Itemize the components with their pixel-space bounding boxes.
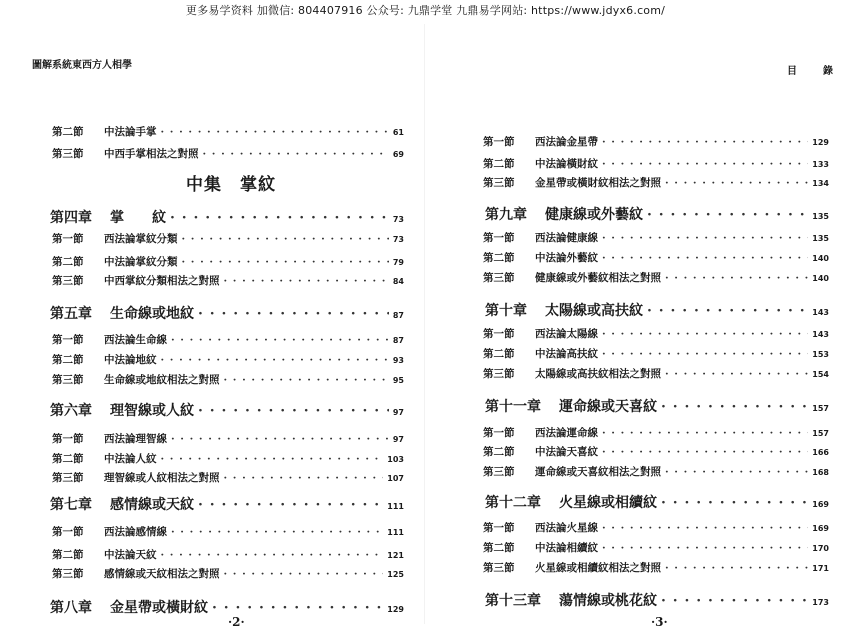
leader-dots <box>661 399 808 415</box>
toc-number: 第三節 <box>52 472 84 484</box>
toc-title: 中法論橫財紋 <box>535 158 598 170</box>
toc-number: 第八章 <box>50 600 92 616</box>
toc-section-row <box>52 273 404 288</box>
toc-page-number: 166 <box>812 448 829 457</box>
toc-section-row <box>483 520 829 535</box>
toc-number: 第二節 <box>52 256 84 268</box>
toc-section-row <box>52 547 404 562</box>
toc-title: 理智線或人紋 <box>110 403 194 419</box>
leader-dots <box>224 374 389 386</box>
toc-title: 西法論運命線 <box>535 427 598 439</box>
toc-number: 第二節 <box>52 354 84 366</box>
toc-page-number: 171 <box>812 564 829 573</box>
toc-page-number: 135 <box>812 234 829 243</box>
leader-dots <box>602 232 808 244</box>
toc-page-number: 93 <box>392 356 404 365</box>
leader-dots <box>182 233 389 245</box>
toc-number: 第一節 <box>52 334 84 346</box>
toc-number: 第二節 <box>483 446 515 458</box>
toc-number: 第一節 <box>483 522 515 534</box>
toc-number: 第六章 <box>50 403 92 419</box>
toc-section-row <box>483 326 829 341</box>
right-page <box>425 0 851 637</box>
toc-title: 中法論外藝紋 <box>535 252 598 264</box>
toc-page-number: 103 <box>387 455 404 464</box>
toc-title: 中法論相續紋 <box>535 542 598 554</box>
toc-section-row <box>483 346 829 361</box>
leader-dots <box>161 549 384 561</box>
toc-title: 火星線或相續紋相法之對照 <box>535 562 661 574</box>
leader-dots <box>602 522 808 534</box>
toc-title: 中法論天喜紋 <box>535 446 598 458</box>
toc-page-number: 95 <box>392 376 404 385</box>
toc-page-number: 173 <box>812 598 829 607</box>
toc-page-number: 135 <box>812 212 829 221</box>
toc-number: 第二節 <box>52 453 84 465</box>
toc-chapter-row <box>50 494 404 514</box>
toc-section-row <box>483 230 829 245</box>
toc-number: 第二節 <box>483 348 515 360</box>
leader-dots <box>647 207 808 223</box>
toc-number: 第三節 <box>52 275 84 287</box>
toc-number: 第三節 <box>483 272 515 284</box>
toc-page-number: 97 <box>392 408 404 417</box>
toc-number: 第一節 <box>52 233 84 245</box>
toc-number: 第二節 <box>483 158 515 170</box>
toc-number: 第三節 <box>483 177 515 189</box>
leader-dots <box>602 348 808 360</box>
toc-title: 中法論人紋 <box>104 453 157 465</box>
toc-section-row <box>52 524 404 539</box>
toc-section-row <box>52 470 404 485</box>
toc-page-number: 107 <box>387 474 404 483</box>
toc-title: 中法論天紋 <box>104 549 157 561</box>
toc-number: 第二節 <box>483 252 515 264</box>
toc-title: 西法論理智線 <box>104 433 167 445</box>
toc-number: 第二節 <box>483 542 515 554</box>
toc-page-number: 154 <box>812 370 829 379</box>
leader-dots <box>212 600 383 616</box>
toc-page-number: 134 <box>812 179 829 188</box>
leader-dots <box>665 562 808 574</box>
toc-title: 火星線或相續紋 <box>559 495 657 511</box>
toc-title: 中西手掌相法之對照 <box>104 148 199 160</box>
toc-title: 掌 紋 <box>110 210 166 226</box>
toc-page-number: 111 <box>387 502 404 511</box>
toc-page-number: 170 <box>812 544 829 553</box>
toc-title: 生命線或地紋相法之對照 <box>104 374 220 386</box>
leader-dots <box>224 472 384 484</box>
toc-chapter-row <box>50 303 404 323</box>
leader-dots <box>602 446 808 458</box>
toc-page-number: 168 <box>812 468 829 477</box>
leader-dots <box>198 497 383 513</box>
left-page <box>0 0 425 637</box>
toc-section-row <box>52 231 404 246</box>
toc-number: 第三節 <box>483 368 515 380</box>
toc-number: 第三節 <box>483 562 515 574</box>
toc-section-row <box>52 146 404 161</box>
toc-number: 第七章 <box>50 497 92 513</box>
leader-dots <box>171 526 383 538</box>
toc-page-number: 73 <box>392 235 404 244</box>
toc-page-number: 111 <box>387 528 404 537</box>
leader-dots <box>602 427 808 439</box>
toc-page-number: 79 <box>392 258 404 267</box>
running-head: 圖解系統東西方人相學 <box>32 60 132 71</box>
toc-page-number: 157 <box>812 404 829 413</box>
toc-page-number: 73 <box>392 215 404 224</box>
toc-chapter-row <box>50 207 404 227</box>
watermark-banner: 更多易学资料 加微信: 804407916 公众号: 九鼎学堂 九鼎易学网站: https://www.jdyx6.com/ <box>185 4 666 17</box>
toc-section-row <box>52 124 404 139</box>
toc-section-row <box>483 250 829 265</box>
toc-page-number: 69 <box>392 150 404 159</box>
toc-title: 蕩情線或桃花紋 <box>559 593 657 609</box>
toc-number: 第四章 <box>50 210 92 226</box>
leader-dots <box>198 306 389 322</box>
toc-chapter-row <box>50 597 404 617</box>
toc-title: 西法論掌紋分類 <box>104 233 178 245</box>
running-head: 目 錄 <box>787 66 841 77</box>
toc-title: 金星帶或橫財紋相法之對照 <box>535 177 661 189</box>
leader-dots <box>665 466 808 478</box>
leader-dots <box>602 136 808 148</box>
leader-dots <box>661 495 808 511</box>
toc-number: 第十一章 <box>485 399 541 415</box>
toc-page-number: 143 <box>812 330 829 339</box>
toc-section-row <box>483 444 829 459</box>
toc-section-row <box>483 270 829 285</box>
toc-page-number: 61 <box>392 128 404 137</box>
toc-title: 運命線或天喜紋 <box>559 399 657 415</box>
toc-title: 理智線或人紋相法之對照 <box>104 472 220 484</box>
leader-dots <box>602 328 808 340</box>
toc-number: 第一節 <box>483 232 515 244</box>
toc-title: 健康線或外藝紋 <box>545 207 643 223</box>
leader-dots <box>171 334 389 346</box>
toc-title: 西法論健康線 <box>535 232 598 244</box>
toc-section-row <box>483 175 829 190</box>
toc-number: 第二節 <box>52 126 84 138</box>
toc-title: 健康線或外藝紋相法之對照 <box>535 272 661 284</box>
leader-dots <box>161 354 389 366</box>
toc-number: 第一節 <box>52 526 84 538</box>
toc-section-row <box>483 464 829 479</box>
toc-title: 西法論火星線 <box>535 522 598 534</box>
toc-page-number: 143 <box>812 308 829 317</box>
leader-dots <box>203 148 389 160</box>
toc-chapter-row <box>485 590 829 610</box>
toc-page-number: 133 <box>812 160 829 169</box>
toc-page-number: 125 <box>387 570 404 579</box>
leader-dots <box>602 158 808 170</box>
toc-number: 第九章 <box>485 207 527 223</box>
toc-section-row <box>52 254 404 269</box>
leader-dots <box>602 252 808 264</box>
toc-page-number: 169 <box>812 524 829 533</box>
toc-page-number: 87 <box>392 311 404 320</box>
toc-page-number: 140 <box>812 254 829 263</box>
toc-title: 西法論金星帶 <box>535 136 598 148</box>
toc-chapter-row <box>50 400 404 420</box>
page-number: ·2· <box>228 615 245 629</box>
leader-dots <box>182 256 389 268</box>
part-title: 中集 掌紋 <box>186 175 276 195</box>
toc-chapter-row <box>485 396 829 416</box>
toc-page-number: 97 <box>392 435 404 444</box>
leader-dots <box>665 368 808 380</box>
toc-section-row <box>483 540 829 555</box>
toc-number: 第二節 <box>52 549 84 561</box>
toc-section-row <box>483 366 829 381</box>
toc-number: 第一節 <box>483 136 515 148</box>
toc-title: 中法論高扶紋 <box>535 348 598 360</box>
toc-number: 第五章 <box>50 306 92 322</box>
toc-title: 感情線或天紋相法之對照 <box>104 568 220 580</box>
toc-page-number: 153 <box>812 350 829 359</box>
toc-title: 感情線或天紋 <box>110 497 194 513</box>
toc-section-row <box>483 134 829 149</box>
leader-dots <box>198 403 389 419</box>
toc-page-number: 140 <box>812 274 829 283</box>
leader-dots <box>665 177 808 189</box>
leader-dots <box>224 275 389 287</box>
toc-section-row <box>52 566 404 581</box>
leader-dots <box>171 433 389 445</box>
toc-title: 西法論感情線 <box>104 526 167 538</box>
toc-page-number: 84 <box>392 277 404 286</box>
toc-section-row <box>52 352 404 367</box>
leader-dots <box>602 542 808 554</box>
toc-page-number: 129 <box>387 605 404 614</box>
toc-number: 第三節 <box>52 568 84 580</box>
toc-title: 中西掌紋分類相法之對照 <box>104 275 220 287</box>
leader-dots <box>161 453 384 465</box>
toc-section-row <box>483 156 829 171</box>
leader-dots <box>161 126 389 138</box>
toc-section-row <box>483 425 829 440</box>
page-number: ·3· <box>651 615 668 629</box>
toc-page-number: 169 <box>812 500 829 509</box>
toc-section-row <box>52 451 404 466</box>
toc-chapter-row <box>485 300 829 320</box>
toc-title: 中法論手掌 <box>104 126 157 138</box>
toc-title: 西法論生命線 <box>104 334 167 346</box>
toc-title: 太陽線或高扶紋相法之對照 <box>535 368 661 380</box>
toc-chapter-row <box>485 492 829 512</box>
toc-section-row <box>52 431 404 446</box>
toc-page-number: 121 <box>387 551 404 560</box>
toc-number: 第十章 <box>485 303 527 319</box>
toc-title: 生命線或地紋 <box>110 306 194 322</box>
toc-page-number: 157 <box>812 429 829 438</box>
leader-dots <box>661 593 808 609</box>
toc-chapter-row <box>485 204 829 224</box>
toc-page-number: 129 <box>812 138 829 147</box>
toc-number: 第十三章 <box>485 593 541 609</box>
toc-title: 中法論掌紋分類 <box>104 256 178 268</box>
toc-title: 金星帶或橫財紋 <box>110 600 208 616</box>
leader-dots <box>224 568 384 580</box>
toc-page-number: 87 <box>392 336 404 345</box>
toc-title: 中法論地紋 <box>104 354 157 366</box>
toc-number: 第一節 <box>483 427 515 439</box>
toc-section-row <box>483 560 829 575</box>
toc-title: 太陽線或高扶紋 <box>545 303 643 319</box>
toc-number: 第三節 <box>52 148 84 160</box>
toc-title: 運命線或天喜紋相法之對照 <box>535 466 661 478</box>
toc-section-row <box>52 332 404 347</box>
leader-dots <box>170 210 389 226</box>
toc-title: 西法論太陽線 <box>535 328 598 340</box>
toc-number: 第一節 <box>52 433 84 445</box>
toc-number: 第一節 <box>483 328 515 340</box>
toc-number: 第三節 <box>483 466 515 478</box>
leader-dots <box>647 303 808 319</box>
toc-number: 第十二章 <box>485 495 541 511</box>
leader-dots <box>665 272 808 284</box>
toc-number: 第三節 <box>52 374 84 386</box>
toc-section-row <box>52 372 404 387</box>
